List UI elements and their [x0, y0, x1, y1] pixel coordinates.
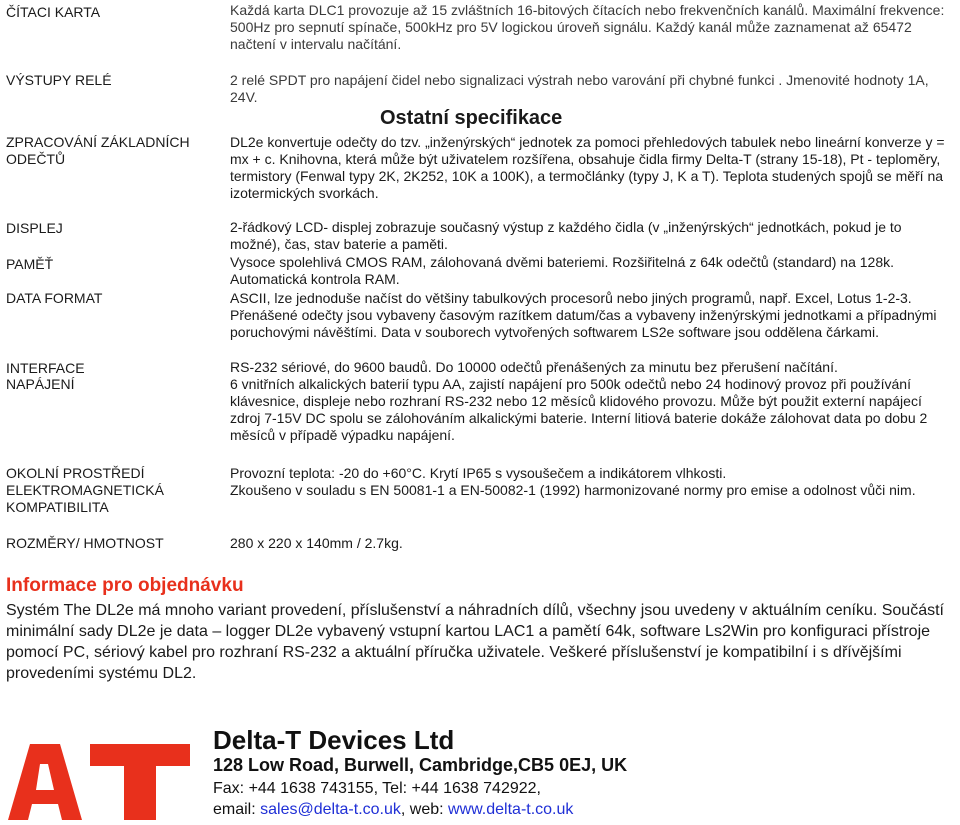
company-name: Delta-T Devices Ltd: [213, 725, 455, 755]
logo-letter-t: [90, 744, 190, 820]
label-emc: ELEKTROMAGNETICKÁ KOMPATIBILITA: [6, 482, 164, 515]
label-processing: ZPRACOVÁNÍ ZÁKLADNÍCH ODEČTŮ: [6, 134, 190, 167]
email-label: email:: [213, 801, 261, 818]
company-address: 128 Low Road, Burwell, Cambridge,CB5 0EJ, UK: [213, 755, 628, 775]
delta-t-logo: [0, 740, 200, 822]
interface-description: RS-232 sériové, do 9600 baudů. Do 10000 odečtů přenášených za minutu bez přerušení načítání.: [230, 359, 838, 375]
label-relays: VÝSTUPY RELÉ: [6, 72, 112, 88]
order-heading: Informace pro objednávku: [6, 575, 244, 596]
display-description: 2-řádkový LCD- displej zobrazuje současný výstup z každého čidla (v „inženýrských“ jednotkách, pokud je to možné), čas, stav baterie a paměti.: [230, 219, 902, 252]
company-contact-line: [213, 800, 573, 820]
label-card: ČÍTACI KARTA: [6, 4, 101, 20]
email-link[interactable]: sales@delta-t.co.uk: [260, 801, 401, 818]
processing-description: DL2e konvertuje odečty do tzv. „inženýrských“ jednotek za pomoci přehledových tabulek nebo lineární konverze y = mx + c. Knihovna, která může být uživatelem rozšířena, obsahuje čidla firmy Delta-T (strany 15-18), Pt - teploměry, termistory (Fenwal typy 2K, 2K252, 10K a 100K), a termočlánky (typy J, K a T). Teplota studených spojů se měří na izotermických svorkách.: [230, 134, 945, 201]
memory-description: Vysoce spolehlivá CMOS RAM, zálohovaná dvěmi bateriemi. Rozšiřitelná z 64k odečtů (standard) na 128k. Automatická kontrola RAM.: [230, 254, 895, 287]
order-body: Systém The DL2e má mnoho variant provedení, příslušenství a náhradních dílů, všechny jsou uvedeny v aktuálním ceníku. Součástí minimální sady DL2e je data – logger DL2e vybavený vstupní kartou LAC1 a pamětí 64k, software Ls2Win pro konfiguraci přístroje pomocí PC, sériový kabel pro rozhraní RS-232 a aktuální příručka uživatele. Veškeré příslušenství je kompatibilní i s dřívějšími provedeními systému DL2.: [6, 602, 944, 682]
power-description: 6 vnitřních alkalických baterií typu AA, zajistí napájení pro 500k odečtů nebo 24 hodinový provoz při používání klávesnice, displeje nebo rozhraní RS-232 nebo 12 měsíců klidového provozu. Může být použit externí napájecí zdroj 7-15V DC spolu se zálohováním alkalickými baterie. Interní litiová baterie dokáže zálohovat data po dobu 2 měsíců v případě výpadku napájení.: [230, 376, 928, 443]
web-label: , web:: [400, 801, 449, 818]
other-specs-heading: Ostatní specifikace: [380, 107, 563, 129]
label-environment: OKOLNÍ PROSTŘEDÍ: [6, 465, 145, 481]
relays-description: 2 relé SPDT pro napájení čidel nebo signalizaci výstrah nebo varování při chybné funkci . Jmenovité hodnoty 1A, 24V.: [230, 72, 929, 105]
label-display: DISPLEJ: [6, 220, 63, 236]
label-data-format: DATA FORMAT: [6, 290, 103, 306]
environment-description: Provozní teplota: -20 do +60°C. Krytí IP65 s vysoušečem a indikátorem vlhkosti.: [230, 465, 727, 481]
label-interface: INTERFACE: [6, 360, 85, 376]
card-description: Každá karta DLC1 provozuje až 15 zvláštních 16-bitových čítacích nebo frekvenčních kanálů. Maximální frekvence: 500Hz pro sepnutí spínače, 500kHz pro 5V logickou úroveň signálu. Každý kanál může zaznamenat až 65472 načtení v intervalu načítání.: [230, 2, 945, 52]
size-description: 280 x 220 x 140mm / 2.7kg.: [230, 535, 403, 551]
emc-description: Zkoušeno v souladu s EN 50081-1 a EN-50082-1 (1992) harmonizované normy pro emise a odolnost vůči nim.: [230, 482, 916, 498]
web-link[interactable]: www.delta-t.co.uk: [448, 801, 574, 818]
label-power: NAPÁJENÍ: [6, 376, 75, 392]
data-format-description: ASCII, lze jednoduše načíst do většiny tabulkových procesorů nebo jiných programů, např. Excel, Lotus 1-2-3. Přenášené odečty jsou vybaveny časovým razítkem datum/čas a vybaveny inženýrskými jednotkami a případnými poruchovými návěštími. Data v souborech vytvořených softwarem LS2e software jsou oddělena čárkami.: [230, 290, 937, 340]
logo-letter-a: [8, 744, 82, 820]
label-memory: PAMĚŤ: [6, 256, 54, 272]
company-phones: Fax: +44 1638 743155, Tel: +44 1638 742922,: [213, 780, 541, 797]
label-size: ROZMĚRY/ HMOTNOST: [6, 535, 164, 551]
